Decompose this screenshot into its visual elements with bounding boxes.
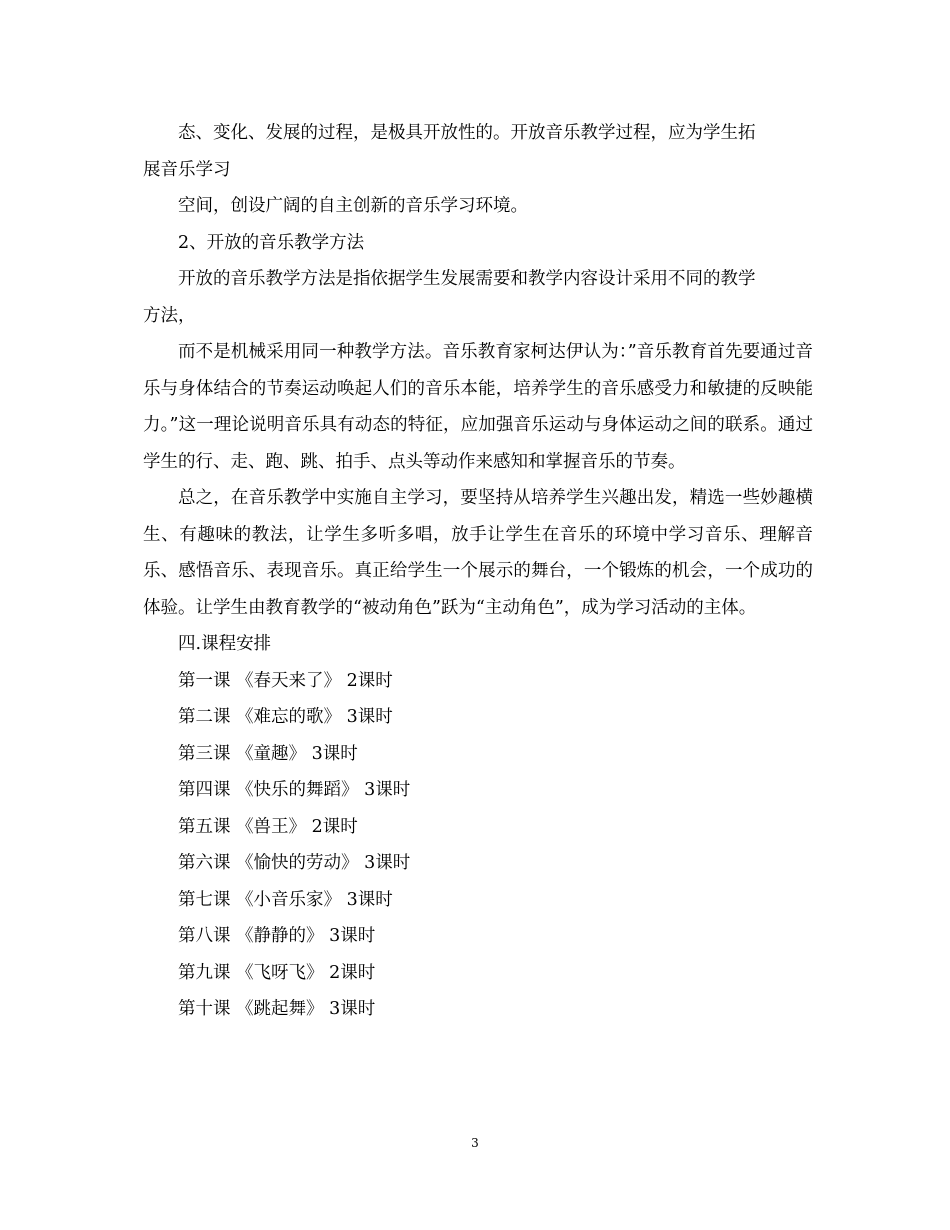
paragraph: 而不是机械采用同一种教学方法。音乐教育家柯达伊认为：”音乐教育首先要通过音乐与身体结合的节奏运动唤起人们的音乐本能，培养学生的音乐感受力和敏捷的反映能力。”这一理论说明音乐具有动态的特征，应加强音乐运动与身体运动之间的联系。通过学生的行、走、跑、跳、拍手、点头等动作来感知和掌握音乐的节奏。 (143, 342, 813, 472)
page-number: 3 (471, 1136, 479, 1150)
schedule-item: 第七课 《小音乐家》 3课时 (178, 889, 393, 910)
schedule-item: 第八课 《静静的》 3课时 (178, 926, 376, 946)
paragraph: 空间，创设广阔的自主创新的音乐学习环境。 (178, 196, 528, 216)
schedule-item: 第四课 《快乐的舞蹈》 3课时 (178, 780, 411, 800)
section-heading: 四.课程安排 (178, 634, 272, 654)
schedule-item: 第五课 《兽王》 2课时 (178, 816, 358, 837)
schedule-item: 第九课 《飞呀飞》 2课时 (178, 962, 376, 983)
schedule-item: 第三课 《童趣》 3课时 (178, 743, 358, 764)
paragraph-continuation: 展音乐学习 (143, 159, 231, 180)
schedule-item: 第一课 《春天来了》 2课时 (178, 670, 393, 691)
schedule-item: 第十课 《跳起舞》 3课时 (178, 999, 376, 1019)
schedule-item: 第二课 《难忘的歌》 3课时 (178, 707, 393, 727)
body-text (143, 115, 813, 1028)
schedule-item: 第六课 《愉快的劳动》 3课时 (178, 853, 411, 873)
paragraph: 总之，在音乐教学中实施自主学习，要坚持从培养学生兴趣出发，精选一些妙趣横生、有趣味的教法，让学生多听多唱，放手让学生在音乐的环境中学习音乐、理解音乐、感悟音乐、表现音乐。真正给学生一个展示的舞台，一个锻炼的机会，一个成功的体验。让学生由教育教学的“被动角色”跃为“主动角色”，成为学习活动的主体。 (143, 488, 813, 618)
section-heading: 2、开放的音乐教学方法 (178, 232, 365, 253)
paragraph: 态、变化、发展的过程，是极具开放性的。开放音乐教学过程，应为学生拓 (178, 123, 756, 143)
paragraph-continuation: 方法， (143, 305, 196, 326)
paragraph: 开放的音乐教学方法是指依据学生发展需要和教学内容设计采用不同的教学 (178, 269, 756, 289)
